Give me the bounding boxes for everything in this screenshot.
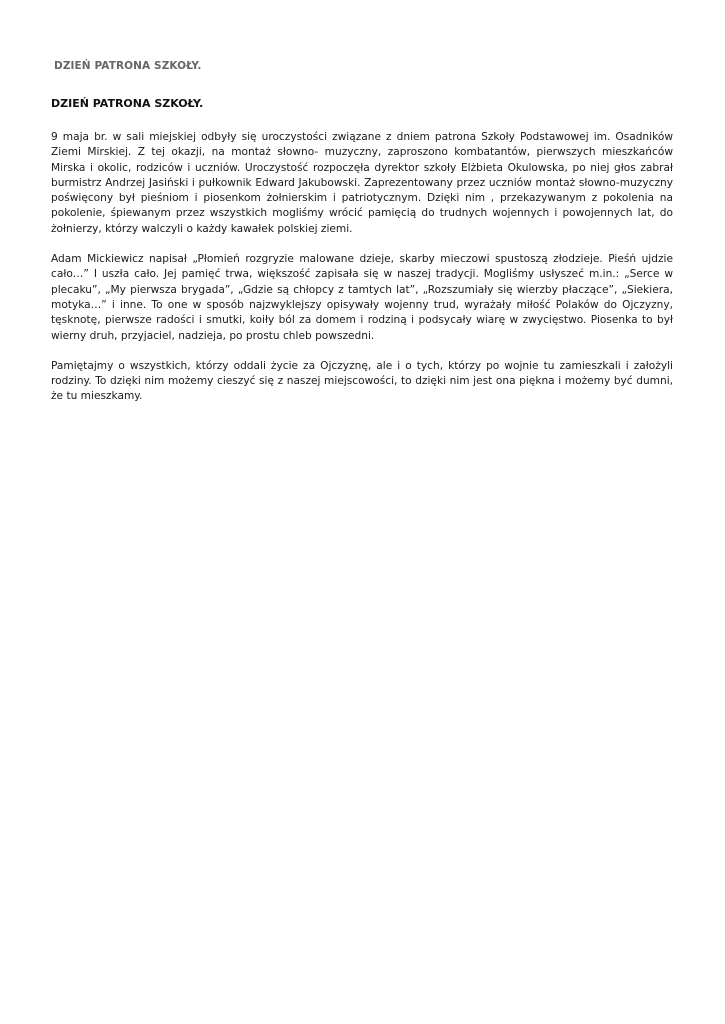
article-content bbox=[51, 97, 673, 420]
article-title: DZIEŃ PATRONA SZKOŁY. bbox=[51, 97, 204, 110]
page-header-title: DZIEŃ PATRONA SZKOŁY. bbox=[54, 60, 202, 72]
article-paragraph-3: Pamiętajmy o wszystkich, którzy oddali życie za Ojczyznę, ale i o tych, którzy po wojnie tu zamieszkali i założyli rodziny. To dzięki nim możemy cieszyć się z naszej miejscowości, to dzięki nim jest ona piękna i możemy być dumni, że tu mieszkamy. bbox=[51, 359, 673, 403]
article-paragraph-2: Adam Mickiewicz napisał „Płomień rozgryzie malowane dzieje, skarby mieczowi spustoszą złodzieje. Pieśń ujdzie cało…” I uszła cało. Jej pamięć trwa, większość zapisała się w naszej tradycji. Mogliśmy usłyszeć m.in.: „Serce w plecaku”, „My pierwsza brygada”, „Gdzie są chłopcy z tamtych lat”, „Rozszumiały się wierzby płaczące”, „Siekiera, motyka…” i inne. To one w sposób najzwyklejszy opisywały wojenny trud, wyrażały miłość Polaków do Ojczyzny, tęsknotę, pierwsze radości i smutki, koiły ból za domem i rodziną i podsycały wiarę w zwycięstwo. Piosenka to był wierny druh, przyjaciel, nadzieja, po prostu chleb powszedni. bbox=[51, 253, 673, 342]
article-paragraph-1: 9 maja br. w sali miejskiej odbyły się uroczystości związane z dniem patrona Szkoły Podstawowej im. Osadników Ziemi Mirskiej. Z tej okazji, na montaż słowno- muzyczny, zaproszono kombatantów, pierwszych mieszkańców Mirska i okolic, rodziców i uczniów. Uroczystość rozpoczęła dyrektor szkoły Elżbieta Okulowska, po niej głos zabrał burmistrz Andrzej Jasiński i pułkownik Edward Jakubowski. Zaprezentowany przez uczniów montaż słowno-muzyczny poświęcony był pieśniom i piosenkom żołnierskim i patriotycznym. Dzięki nim , przekazywanym z pokolenia na pokolenie, śpiewanym przez wszystkich mogliśmy wrócić pamięcią do trudnych wojennych i powojennych lat, do żołnierzy, którzy walczyli o każdy kawałek polskiej ziemi. bbox=[51, 131, 673, 235]
